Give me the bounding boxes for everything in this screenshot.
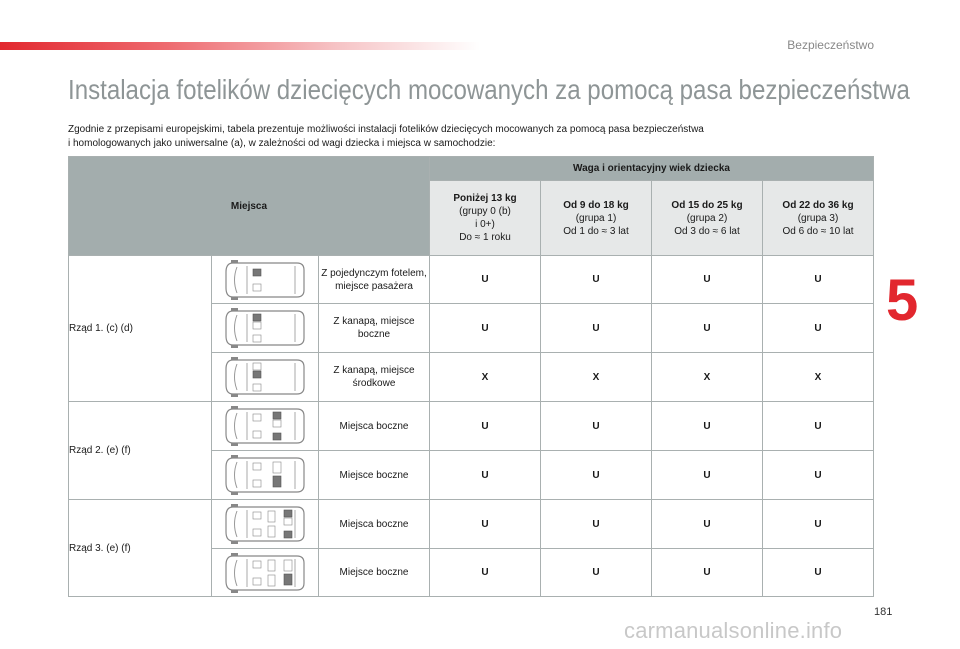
seat-description: Miejsce boczne bbox=[319, 451, 430, 500]
child-seat-table bbox=[68, 156, 874, 597]
van-seat-diagram-icon bbox=[223, 406, 307, 446]
weight-header: Waga i orientacyjny wiek dziecka bbox=[430, 157, 874, 181]
van-seat-diagram-icon bbox=[223, 260, 307, 300]
value-cell: X bbox=[652, 353, 763, 402]
value-cell: U bbox=[541, 402, 652, 451]
seats-header: Miejsca bbox=[69, 157, 430, 256]
car-diagram-cell bbox=[212, 451, 319, 500]
page-number: 181 bbox=[874, 606, 893, 618]
row-label: Rząd 1. (c) (d) bbox=[69, 256, 212, 402]
group-header-2: Od 15 do 25 kg (grupa 2) Od 3 do ≈ 6 lat bbox=[652, 181, 763, 256]
car-diagram-cell bbox=[212, 304, 319, 353]
value-cell: X bbox=[430, 353, 541, 402]
value-cell: U bbox=[763, 500, 874, 549]
value-cell: U bbox=[430, 402, 541, 451]
value-cell: U bbox=[763, 304, 874, 353]
van-seat-diagram-icon bbox=[223, 553, 307, 593]
intro-line-1: Zgodnie z przepisami europejskimi, tabela prezentuje możliwości instalacji fotelików dziecięcych mocowanych za pomocą pasa bezpieczeństwa bbox=[68, 124, 704, 135]
van-seat-diagram-icon bbox=[223, 455, 307, 495]
page-title: Instalacja fotelików dziecięcych mocowanych za pomocą pasa bezpieczeństwa bbox=[68, 74, 910, 105]
value-cell: U bbox=[652, 304, 763, 353]
value-cell: U bbox=[541, 549, 652, 597]
value-cell: U bbox=[430, 500, 541, 549]
seat-description: Miejsca boczne bbox=[319, 500, 430, 549]
van-seat-diagram-icon bbox=[223, 308, 307, 348]
value-cell: U bbox=[430, 256, 541, 304]
watermark-text: carmanualsonline.info bbox=[624, 618, 843, 643]
header-accent-bar bbox=[0, 42, 480, 50]
group-header-0: Poniżej 13 kg (grupy 0 (b) i 0+) Do ≈ 1 roku bbox=[430, 181, 541, 256]
car-diagram-cell bbox=[212, 549, 319, 597]
group-header-1: Od 9 do 18 kg (grupa 1) Od 1 do ≈ 3 lat bbox=[541, 181, 652, 256]
car-diagram-cell bbox=[212, 500, 319, 549]
value-cell: U bbox=[763, 402, 874, 451]
table-row bbox=[69, 256, 874, 304]
value-cell: U bbox=[763, 451, 874, 500]
value-cell: X bbox=[541, 353, 652, 402]
intro-line-2: i homologowanych jako uniwersalne (a), w zależności od wagi dziecka i miejsca w samochodzie: bbox=[68, 138, 496, 149]
value-cell: U bbox=[430, 451, 541, 500]
intro-text bbox=[68, 123, 868, 151]
value-cell: U bbox=[541, 451, 652, 500]
seat-description: Z kanapą, miejsce środkowe bbox=[319, 353, 430, 402]
value-cell: X bbox=[763, 353, 874, 402]
value-cell: U bbox=[763, 549, 874, 597]
car-diagram-cell bbox=[212, 402, 319, 451]
chapter-number: 5 bbox=[886, 268, 919, 333]
row-label: Rząd 3. (e) (f) bbox=[69, 500, 212, 597]
seat-description: Miejsca boczne bbox=[319, 402, 430, 451]
value-cell: U bbox=[430, 549, 541, 597]
value-cell: U bbox=[652, 402, 763, 451]
value-cell: U bbox=[541, 500, 652, 549]
value-cell: U bbox=[430, 304, 541, 353]
value-cell: U bbox=[541, 304, 652, 353]
value-cell: U bbox=[652, 500, 763, 549]
van-seat-diagram-icon bbox=[223, 504, 307, 544]
value-cell: U bbox=[541, 256, 652, 304]
value-cell: U bbox=[652, 256, 763, 304]
group-header-3: Od 22 do 36 kg (grupa 3) Od 6 do ≈ 10 lat bbox=[763, 181, 874, 256]
car-diagram-cell bbox=[212, 353, 319, 402]
seat-description: Z pojedynczym fotelem, miejsce pasażera bbox=[319, 256, 430, 304]
table-row bbox=[69, 500, 874, 549]
car-diagram-cell bbox=[212, 256, 319, 304]
value-cell: U bbox=[652, 451, 763, 500]
value-cell: U bbox=[763, 256, 874, 304]
section-title: Bezpieczeństwo bbox=[787, 38, 874, 52]
value-cell: U bbox=[652, 549, 763, 597]
seat-description: Miejsce boczne bbox=[319, 549, 430, 597]
table-row bbox=[69, 402, 874, 451]
seat-description: Z kanapą, miejsce boczne bbox=[319, 304, 430, 353]
van-seat-diagram-icon bbox=[223, 357, 307, 397]
row-label: Rząd 2. (e) (f) bbox=[69, 402, 212, 500]
